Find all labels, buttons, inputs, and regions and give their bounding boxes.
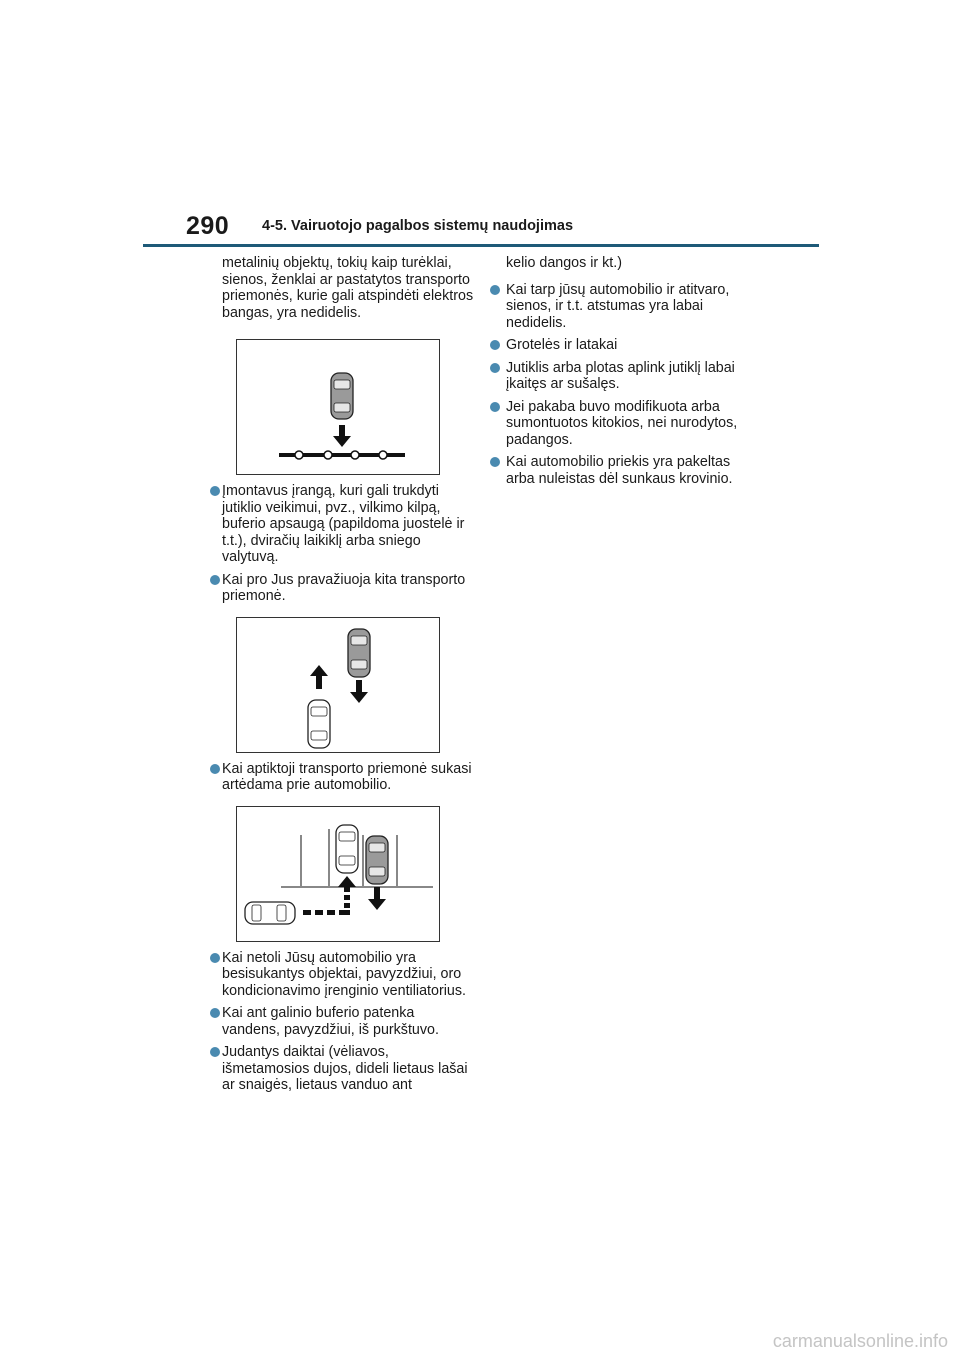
list-item: Įmontavus įrangą, kuri gali trukdyti jutiklio veikimui, pvz., vilkimo kilpą, buferio apsaugą (papildoma juostelė ir t.t.), dviračių laikiklį arba sniego valytuvą. <box>210 483 475 566</box>
list-item: Jutiklis arba plotas aplink jutiklį labai įkaitęs ar sušalęs. <box>490 360 755 393</box>
page-number: 290 <box>186 212 230 240</box>
bullet-icon <box>490 340 500 350</box>
section-title: 4-5. Vairuotojo pagalbos sistemų naudojimas <box>262 218 574 234</box>
list-item: Kai ant galinio buferio patenka vandens, pavyzdžiui, iš purkštuvo. <box>210 1005 475 1038</box>
arrow-down-icon <box>333 425 351 447</box>
white-car-horizontal-icon <box>245 902 295 924</box>
continuation-text: kelio dangos ir kt.) <box>506 255 623 271</box>
railing-icon <box>279 451 405 459</box>
arrow-up-icon <box>338 876 356 892</box>
list-item: Kai aptiktoji transporto priemonė sukasi artėdama prie automobilio. <box>210 761 475 794</box>
list-item: Judantys daiktai (vėliavos, išmetamosios dujos, dideli lietaus lašai ar snaigės, lietaus vanduo ant <box>210 1044 475 1094</box>
bullet-icon <box>210 764 220 774</box>
bullet-icon <box>210 953 220 963</box>
white-car-icon <box>308 700 330 748</box>
dashed-path-icon <box>303 895 350 915</box>
bullet-icon <box>490 363 500 373</box>
figure-passing-vehicle <box>236 617 440 753</box>
white-car-icon <box>336 825 358 873</box>
bullet-icon <box>490 402 500 412</box>
gray-car-icon <box>348 629 370 677</box>
bullet-icon <box>490 285 500 295</box>
figure-turning-vehicle <box>236 806 440 942</box>
list-item: Kai netoli Jūsų automobilio yra besisukantys objektai, pavyzdžiui, oro kondicionavimo įrenginio ventiliatorius. <box>210 950 475 1000</box>
railing-illustration <box>237 340 441 476</box>
gray-car-icon <box>366 836 388 884</box>
arrow-down-icon <box>350 680 368 703</box>
list-item: Grotelės ir latakai <box>490 337 755 354</box>
arrow-down-icon <box>368 887 386 910</box>
right-column <box>490 255 755 493</box>
list-item: Kai pro Jus pravažiuoja kita transporto priemonė. <box>210 572 475 605</box>
bullet-icon <box>210 1008 220 1018</box>
list-item: Kai automobilio priekis yra pakeltas arba nuleistas dėl sunkaus krovinio. <box>490 454 755 487</box>
bullet-icon <box>210 575 220 585</box>
watermark: carmanualsonline.info <box>772 1331 948 1351</box>
header-rule <box>143 244 819 247</box>
bullet-icon <box>490 457 500 467</box>
bullet-icon <box>210 486 220 496</box>
bullet-icon <box>210 1047 220 1057</box>
gray-car-icon <box>331 373 353 419</box>
passing-vehicle-illustration <box>237 618 441 754</box>
arrow-up-icon <box>310 665 328 689</box>
left-column <box>210 255 475 1100</box>
figure-railing <box>236 339 440 475</box>
continuation-text: metalinių objektų, tokių kaip turėklai, sienos, ženklai ar pastatytos transporto priemonės, kurie gali atspindėti elektros bangas, yra nedidelis. <box>222 255 474 321</box>
list-item: Kai tarp jūsų automobilio ir atitvaro, sienos, ir t.t. atstumas yra labai nedidelis. <box>490 282 755 332</box>
list-item: Jei pakaba buvo modifikuota arba sumontuotos kitokios, nei nurodytos, padangos. <box>490 399 755 449</box>
turning-vehicle-illustration <box>237 807 441 943</box>
